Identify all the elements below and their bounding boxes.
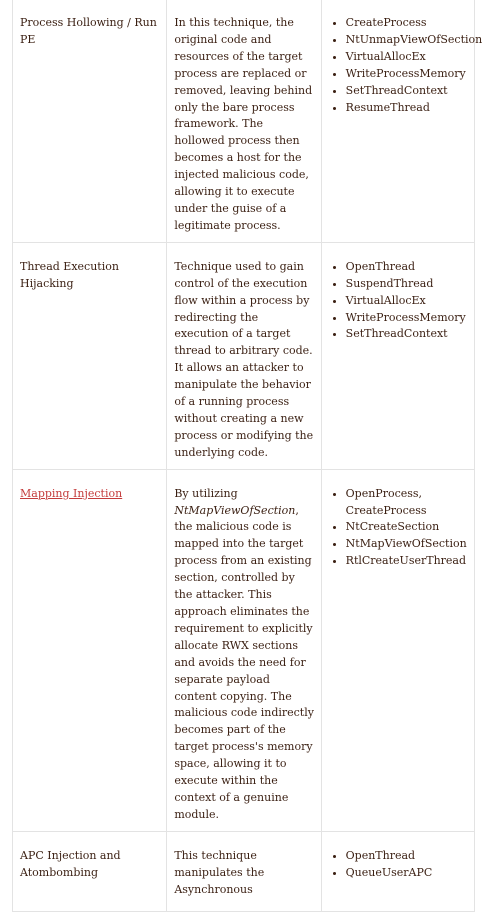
api-item: • NtMapViewOfSection	[346, 536, 468, 553]
description-cell	[167, 242, 321, 469]
api-item: • VirtualAllocEx	[346, 49, 468, 66]
description-cell	[167, 831, 321, 911]
description-emphasis: NtMapViewOfSection	[174, 503, 296, 517]
api-list	[329, 848, 468, 882]
technique-cell	[13, 0, 167, 242]
api-item: • OpenProcess, CreateProcess	[346, 486, 468, 520]
technique-name: Process Hollowing / Run PE	[20, 16, 157, 46]
api-item: • NtUnmapViewOfSection	[346, 32, 468, 49]
api-item: • WriteProcessMemory	[346, 66, 468, 83]
api-cell	[321, 469, 474, 831]
mapping-injection-link[interactable]: Mapping Injection	[20, 486, 123, 500]
technique-description: In this technique, the original code and resources of the target process are replaced or removed, leaving behind only the bare process framework. The hollowed process then becomes a host for the injected malicious code, allowing it to execute under the guise of a legitimate process.	[174, 16, 313, 232]
technique-cell	[13, 831, 167, 911]
api-item: • RtlCreateUserThread	[346, 553, 468, 570]
technique-name: APC Injection and Atombombing	[20, 848, 121, 879]
api-item: • VirtualAllocEx	[346, 293, 468, 310]
technique-description: This technique manipulates the Asynchronous	[174, 848, 265, 896]
api-item: • ResumeThread	[346, 100, 468, 117]
table-row	[13, 831, 475, 911]
api-item: • WriteProcessMemory	[346, 310, 468, 327]
description-suffix: , the malicious code is mapped into the target process from an existing section, controlled by the attacker. This approach eliminates the requirement to explicitly allocate RWX sections and avoids the need for separate payload content copying. The malicious code indirectly becomes part of the target process's memory space, allowing it to execute within the context of a genuine module.	[174, 503, 314, 821]
description-prefix: By utilizing	[174, 486, 238, 500]
api-list	[329, 259, 468, 344]
api-item: • OpenThread	[346, 259, 468, 276]
api-item: • CreateProcess	[346, 15, 468, 32]
api-list	[329, 15, 483, 116]
description-cell	[167, 0, 321, 242]
api-list	[329, 486, 468, 571]
table-row	[13, 469, 475, 831]
api-item: • QueueUserAPC	[346, 865, 468, 882]
api-item: • SetThreadContext	[346, 83, 468, 100]
technique-cell	[13, 242, 167, 469]
technique-name: Thread Execution Hijacking	[20, 259, 119, 290]
api-item: • OpenThread	[346, 848, 468, 865]
api-item: • SuspendThread	[346, 276, 468, 293]
table-row	[13, 0, 475, 242]
technique-cell	[13, 469, 167, 831]
techniques-table	[12, 0, 483, 912]
api-cell	[321, 242, 474, 469]
api-cell	[321, 0, 483, 242]
description-cell	[167, 469, 321, 831]
api-item: • NtCreateSection	[346, 519, 468, 536]
technique-description: Technique used to gain control of the execution flow within a process by redirecting the execution of a target thread to arbitrary code. It allows an attacker to manipulate the behavior of a running process without creating a new process or modifying the underlying code.	[174, 259, 314, 459]
api-cell	[321, 831, 474, 911]
api-item: • SetThreadContext	[346, 326, 468, 343]
table-row	[13, 242, 475, 469]
